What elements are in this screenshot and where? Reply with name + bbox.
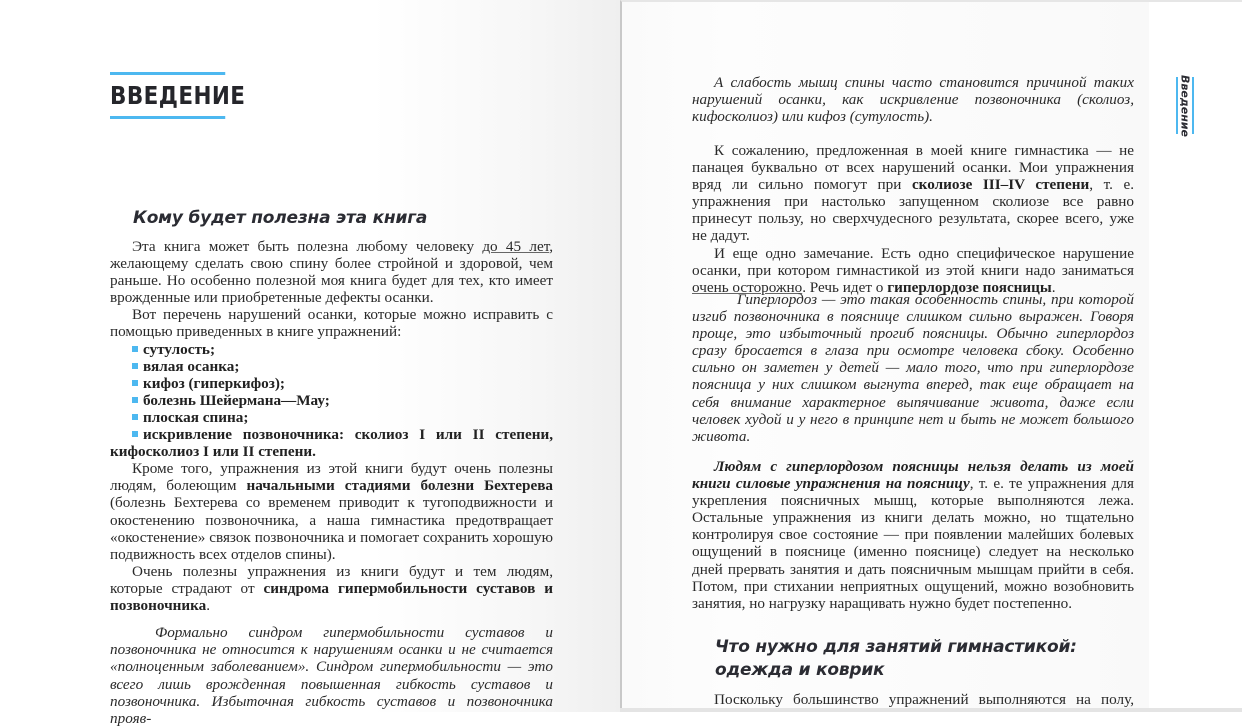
side-tab-label: Введение <box>1178 74 1192 137</box>
list-item <box>110 358 553 375</box>
left-page <box>0 0 620 727</box>
underlined-text: до 45 лет <box>482 238 550 255</box>
hyperlordosis-note <box>692 291 1134 445</box>
list-item-text: плоская спина; <box>143 408 249 426</box>
paragraph: Поскольку большинство упражнений выполняются на полу, <box>714 691 1134 708</box>
text: . <box>206 596 211 614</box>
paragraph <box>692 458 1134 612</box>
paragraph <box>692 245 1134 296</box>
list-item-text: искривление позвоночника: сколиоз I или II степени, кифосколиоз I или II степени. <box>110 426 553 461</box>
square-bullet-icon <box>132 431 138 437</box>
underlined-text: очень осторожно <box>692 278 803 296</box>
bold-italic-text: Людям с гиперлордозом поясницы нельзя делать из моей книги силовые упражнения на поясницу <box>692 458 1134 493</box>
text: . Речь идет о <box>802 278 888 296</box>
text: Эта книга может быть полезна любому человеку <box>132 238 483 255</box>
back-weakness-note <box>692 74 1134 125</box>
list-item-text: кифоз (гиперкифоз); <box>143 374 285 392</box>
right-body-2 <box>692 458 1134 612</box>
paragraph: Вот перечень нарушений осанки, которые можно исправить с помощью приведенных в книге упражнений: <box>110 306 553 341</box>
page-bottom-edge <box>620 708 1242 712</box>
note-text: Формально синдром гипермобильности суставов и позвоночника не относится к нарушениям осанки и не считается «полноценным заболеванием». Синдром гипермобильности — это всего лишь врожденная повышенная гибкость суставов и позвоночника. Избыточная гибкость суставов и позвоночника прояв- <box>110 624 553 727</box>
square-bullet-icon <box>132 414 138 420</box>
list-item <box>110 409 553 426</box>
right-body-1 <box>692 142 1134 296</box>
right-body-3 <box>692 691 1134 708</box>
list-item-text: вялая осанка; <box>143 357 240 375</box>
square-bullet-icon <box>132 380 138 386</box>
text: Кроме того, упражнения из этой книги будут очень полезны людям, болеющим <box>110 460 553 495</box>
paragraph <box>110 563 553 614</box>
heading-line: одежда и коврик <box>715 660 885 680</box>
posture-disorders-list <box>110 341 553 461</box>
text: , желающему сделать свою спину более стройной и здоровой, чем раньше. Но особенно полезной моя книга будет для тех, кто имеет врожденные или приобретенные дефекты осанки. <box>110 238 554 307</box>
list-item <box>110 341 553 358</box>
list-item <box>110 392 553 409</box>
text: И еще одно замечание. Есть одно специфическое нарушение осанки, при котором гимнастикой из этой книги надо заниматься <box>692 244 1134 279</box>
square-bullet-icon <box>132 363 138 369</box>
list-item <box>110 375 553 392</box>
bold-text: начальными стадиями болезни Бехтерева <box>246 477 553 495</box>
paragraph <box>110 460 553 563</box>
bold-text: гиперлордозе поясницы <box>887 278 1052 296</box>
list-item-text: болезнь Шейермана—Мау; <box>143 391 330 409</box>
paragraph <box>110 238 553 306</box>
square-bullet-icon <box>132 346 138 352</box>
text: , т. е. те упражнения для укрепления поясничных мышц, которые выполняются лежа. Остальные упражнения из книги делать можно, но тщательно контролируя свое состояние — при появлении малейших болевых ощущений в пояснице (именно пояснице) следует на несколько дней прервать занятия и дать поясничным мышцам прийти в себя. Потом, при стихании неприятных ощущений, можно возобновить занятия, но нагрузку наращивать нужно будет постепенно. <box>692 475 1134 612</box>
text: , т. е. упражнения при настолько запущенном сколиозе все равно принесут пользу, но сверхчудесного результата, скорее всего, уже не дадут. <box>692 176 1134 245</box>
section-heading-equipment <box>715 636 1077 682</box>
text: (болезнь Бехтерева со временем приводит к тугоподвижности и окостенению позвоночника, а наша гимнастика предотвращает «окостенение» связок позвоночника и помогает сохранить хорошую подвижность всех отделов спины). <box>110 494 553 563</box>
note-text: Гиперлордоз — это такая особенность спины, при которой изгиб позвоночника в пояснице слишком сильно выражен. Говоря проще, это избыточный прогиб поясницы. Обычно гиперлордоз сразу бросается в глаза при осмотре человека сбоку. Особенно сильно он заметен у детей — мало того, что при гиперлордозе поясница у них слишком выгнута вперед, так еще обращает на себя внимание характерное выпячивание живота, даже если человек худой и у него в принципе нет и быть не может большого живота. <box>692 291 1134 445</box>
chapter-side-tab <box>1176 74 1194 137</box>
bold-text: сколиозе III–IV степени <box>911 176 1090 194</box>
note-text: А слабость мышц спины часто становится причиной таких нарушений осанки, как искривление позвоночника (сколиоз, кифосколиоз) или кифоз (сутулость). <box>692 74 1134 126</box>
section-heading-who-benefits: Кому будет полезна эта книга <box>133 208 428 228</box>
paragraph <box>692 142 1134 245</box>
text: . <box>1051 278 1056 296</box>
chapter-title: ВВЕДЕНИЕ <box>110 72 225 119</box>
text: Очень полезны упражнения из книги будут и тем людям, которые страдают от <box>110 562 553 597</box>
list-item <box>110 426 553 460</box>
text: К сожалению, предложенная в моей книге гимнастика — не панацея буквально от всех нарушений осанки. Мои упражнения вряд ли сильно помогут при <box>692 142 1134 194</box>
square-bullet-icon <box>132 397 138 403</box>
list-item-text: сутулость; <box>143 340 216 358</box>
left-body <box>110 238 553 614</box>
bold-text: синдрома гипермобильности суставов и позвоночника <box>110 579 553 614</box>
heading-line: Что нужно для занятий гимнастикой: <box>715 637 1077 657</box>
